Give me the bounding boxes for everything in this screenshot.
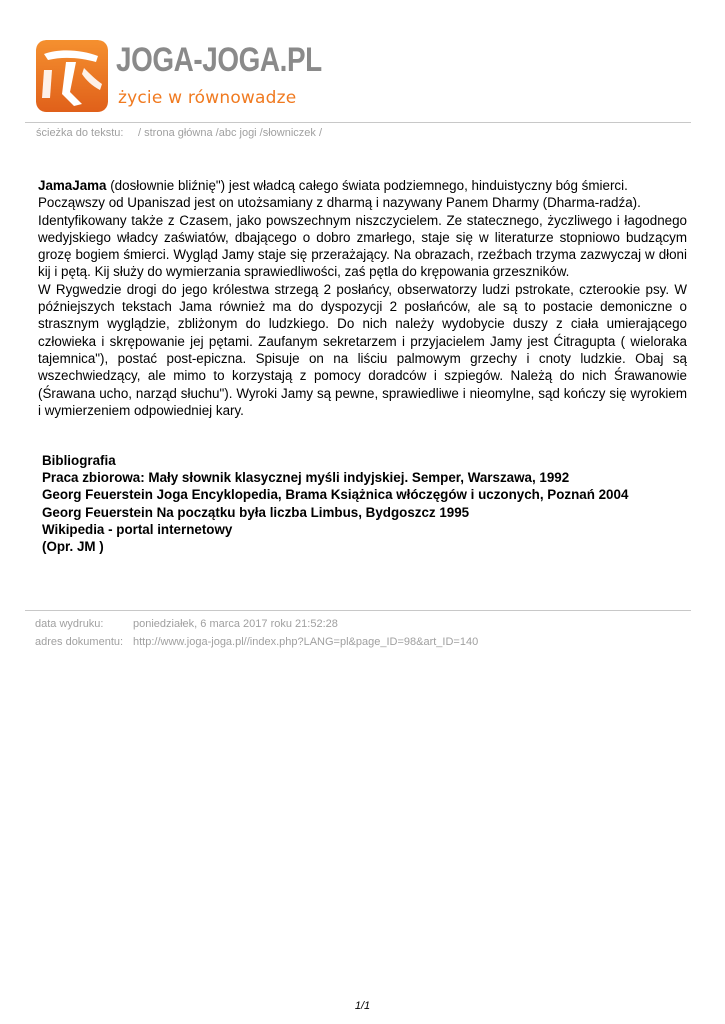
print-metadata [35, 615, 478, 651]
document-address-label: adres dokumentu: [35, 636, 124, 648]
bibliography-item: (Opr. JM ) [42, 539, 104, 555]
article-paragraph: W Rygwedzie drogi do jego królestwa strzegą 2 posłańcy, obserwatorzy ludzi pstrokate, czterookie psy. W późniejszych tekstach Jama również ma do dyspozycji 2 posłańców, ale są to postacie demoniczne o strasznym wyglądzie, zbliżonym do ludzkiego. Do nich należy wydobycie duszy z ciała umierającego człowieka i skrępowanie jej pętami. Zaufanym sekretarzem i przyjacielem Jamy jest Ćitragupta ( wieloraka tajemnica"), postać post-epiczna. Spisuje on na liściu palmowym grzechy i cnoty ludzkie. Obaj są wszechwiedzący, ale mimo to korzystają z pomocy doradców i szpiegów. Należą do nich Śrawanowie (Śrawana ucho, narząd słuchu"). Wyroki Jamy są pewne, sprawiedliwe i nieomylne, sąd kończy się wyrokiem i wymierzeniem odpowiedniej kary. [38, 281, 687, 418]
bibliography-item: Praca zbiorowa: Mały słownik klasycznej myśli indyjskiej. Semper, Warszawa, 1992 [42, 470, 570, 486]
breadcrumb [36, 127, 322, 139]
site-logo[interactable] [36, 38, 336, 114]
article-paragraph: Począwszy od Upaniszad jest on utożsamiany z dharmą i nazywany Panem Dharmy (Dharma-radźa). [38, 195, 641, 211]
article-body [38, 177, 687, 419]
bibliography-item: Georg Feuerstein Na początku była liczba Limbus, Bydgoszcz 1995 [42, 504, 470, 520]
bibliography-item: Georg Feuerstein Joga Encyklopedia, Brama Książnica włóczęgów i uczonych, Poznań 2004 [42, 487, 629, 503]
print-date-value: poniedziałek, 6 marca 2017 roku 21:52:28 [133, 618, 338, 630]
article-title: JamaJama [38, 178, 107, 193]
print-date-label: data wydruku: [35, 618, 104, 630]
logo-brand-text: JOGA-JOGA.PL [116, 41, 322, 79]
logo-icon [36, 40, 108, 112]
bibliography-heading: Bibliografia [42, 453, 116, 468]
bibliography-item: Wikipedia - portal internetowy [42, 521, 233, 537]
page-number: 1/1 [354, 1000, 371, 1012]
document-address-row [35, 633, 478, 651]
footer-divider [25, 610, 691, 611]
print-date-row [35, 615, 478, 633]
bibliography [42, 452, 682, 555]
breadcrumb-label: ścieżka do tekstu: [36, 127, 124, 139]
article-paragraph: JamaJama (dosłownie bliźnię") jest władcą całego świata podziemnego, hinduistyczny bóg śmierci. [38, 178, 628, 193]
header-divider [25, 122, 691, 123]
breadcrumb-path[interactable]: / strona główna /abc jogi /słowniczek / [138, 127, 323, 139]
logo-tagline: życie w równowadze [118, 88, 297, 108]
document-address-link[interactable]: http://www.joga-joga.pl//index.php?LANG=pl&page_ID=98&art_ID=140 [133, 636, 479, 648]
article-paragraph: Identyfikowany także z Czasem, jako powszechnym niszczycielem. Ze statecznego, życzliwego i łagodnego wedyjskiego władcy zaświatów, dbającego o dobro zmarłego, staje się w literaturze stopniowo budzącym grozę bogiem śmierci. Wygląd Jamy staje się przerażający. Na obrazach, rzeźbach trzyma zazwyczaj w dłoni kij i pętą. Kij służy do wymierzania sprawiedliwości, zaś pętla do krępowania grzeszników. [38, 212, 687, 280]
